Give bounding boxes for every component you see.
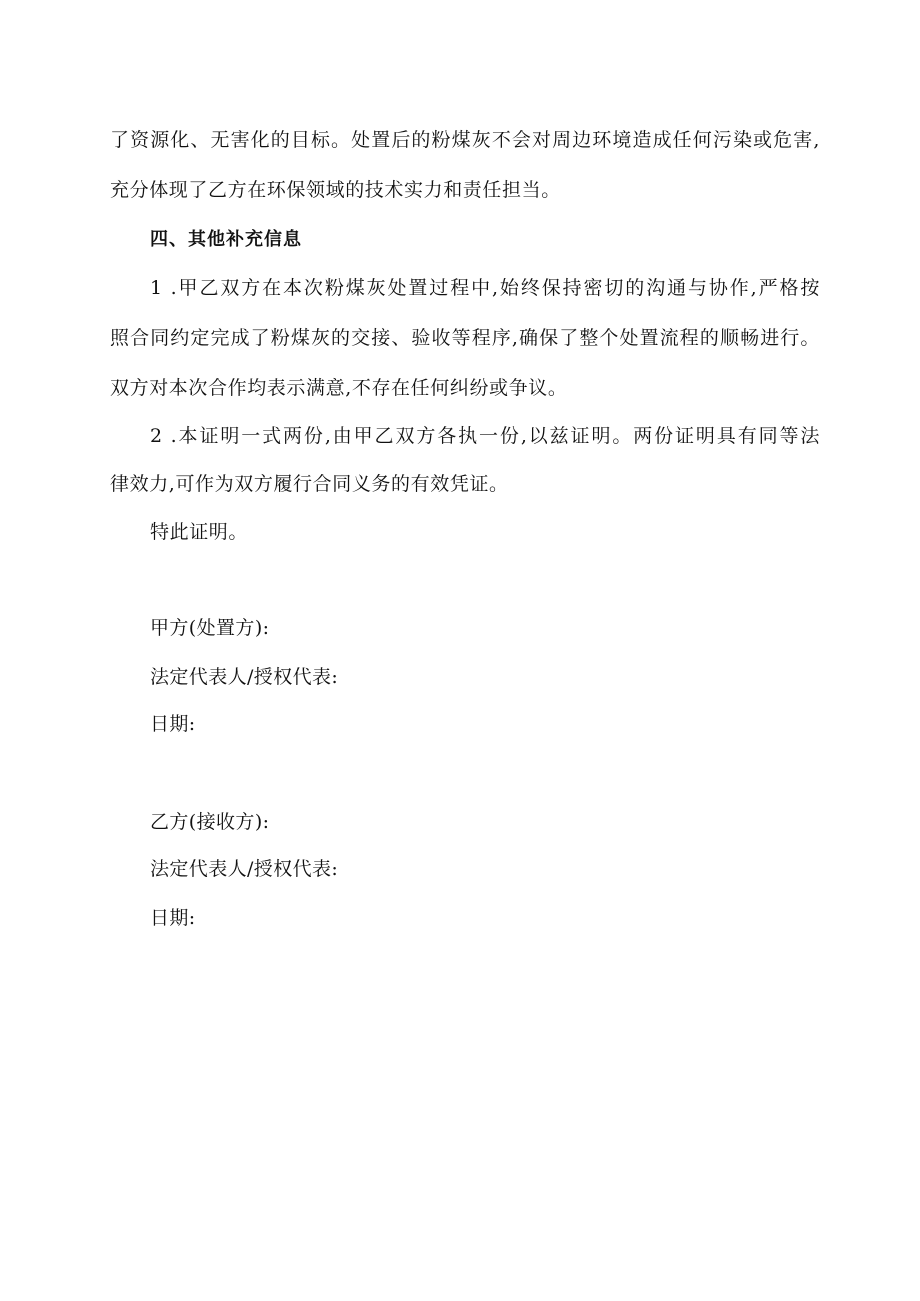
- item-1-line-3: 双方对本次合作均表示满意,不存在任何纠纷或争议。: [110, 377, 568, 399]
- party-b-rep-label: 法定代表人/授权代表:: [150, 858, 339, 880]
- closing-statement: 特此证明。: [150, 521, 249, 543]
- party-a-date-label: 日期:: [150, 713, 196, 735]
- item-2-line-2: 律效力,可作为双方履行合同义务的有效凭证。: [110, 473, 509, 495]
- party-b-date-label: 日期:: [150, 907, 196, 929]
- intro-line-1: 了资源化、无害化的目标。处置后的粉煤灰不会对周边环境造成任何污染或危害,: [110, 129, 820, 151]
- section-4-heading: 四、其他补充信息: [150, 229, 302, 250]
- intro-line-2: 充分体现了乙方在环保领域的技术实力和责任担当。: [110, 179, 561, 201]
- party-a-rep-label: 法定代表人/授权代表:: [150, 666, 339, 688]
- item-2-line-1: 2 .本证明一式两份,由甲乙双方各执一份,以兹证明。两份证明具有同等法: [150, 425, 820, 447]
- party-a-name-label: 甲方(处置方):: [150, 617, 270, 639]
- item-1-line-1: 1 .甲乙双方在本次粉煤灰处置过程中,始终保持密切的沟通与协作,严格按: [150, 277, 820, 299]
- party-b-name-label: 乙方(接收方):: [150, 811, 270, 833]
- item-1-line-2: 照合同约定完成了粉煤灰的交接、验收等程序,确保了整个处置流程的顺畅进行。: [110, 327, 820, 349]
